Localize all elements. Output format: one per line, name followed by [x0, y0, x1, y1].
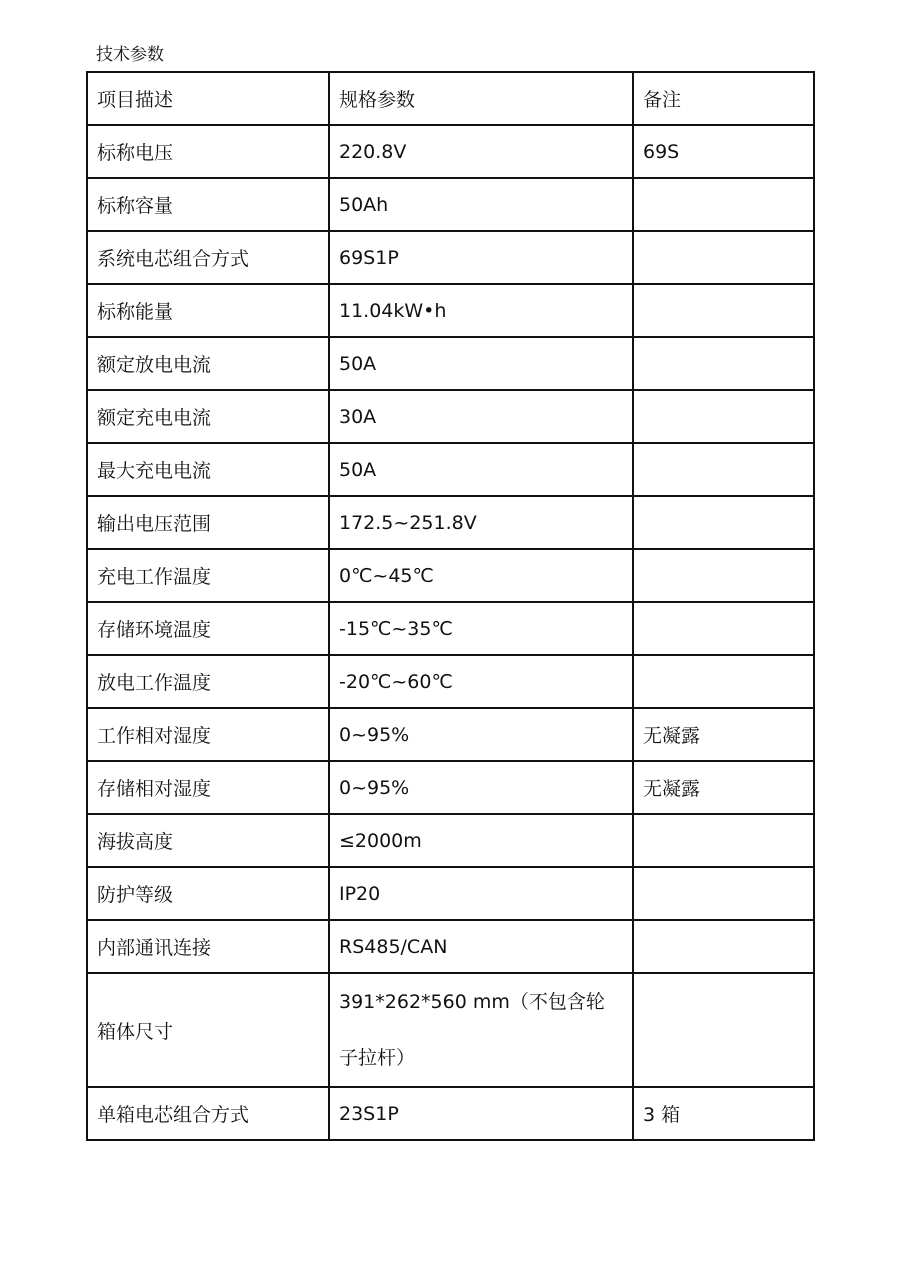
table-row — [87, 178, 814, 231]
note-cell — [633, 231, 814, 284]
item-cell: 最大充电电流 — [87, 443, 329, 496]
note-cell — [633, 602, 814, 655]
table-row — [87, 390, 814, 443]
item-cell: 存储环境温度 — [87, 602, 329, 655]
item-cell: 系统电芯组合方式 — [87, 231, 329, 284]
spec-cell: 391*262*560 mm（不包含轮子拉杆） — [329, 973, 633, 1087]
spec-cell: 23S1P — [329, 1087, 633, 1140]
item-cell: 充电工作温度 — [87, 549, 329, 602]
spec-cell: 69S1P — [329, 231, 633, 284]
item-cell: 额定放电电流 — [87, 337, 329, 390]
spec-cell: -15℃~35℃ — [329, 602, 633, 655]
spec-cell: 172.5~251.8V — [329, 496, 633, 549]
item-cell: 放电工作温度 — [87, 655, 329, 708]
note-cell — [633, 973, 814, 1087]
table-row — [87, 337, 814, 390]
spec-cell: 0~95% — [329, 708, 633, 761]
note-cell — [633, 867, 814, 920]
item-cell: 海拔高度 — [87, 814, 329, 867]
note-cell — [633, 178, 814, 231]
note-cell: 3 箱 — [633, 1087, 814, 1140]
spec-table — [86, 71, 815, 1141]
table-row — [87, 973, 814, 1087]
table-row — [87, 125, 814, 178]
table-row — [87, 655, 814, 708]
note-cell: 69S — [633, 125, 814, 178]
table-row — [87, 443, 814, 496]
note-cell — [633, 284, 814, 337]
spec-cell: 220.8V — [329, 125, 633, 178]
spec-cell: -20℃~60℃ — [329, 655, 633, 708]
spec-cell: IP20 — [329, 867, 633, 920]
table-row — [87, 496, 814, 549]
note-cell — [633, 390, 814, 443]
header-item: 项目描述 — [87, 72, 329, 125]
item-cell: 标称电压 — [87, 125, 329, 178]
note-cell — [633, 920, 814, 973]
header-spec: 规格参数 — [329, 72, 633, 125]
table-row — [87, 814, 814, 867]
table-row — [87, 1087, 814, 1140]
note-cell — [633, 655, 814, 708]
spec-cell: 11.04kW•h — [329, 284, 633, 337]
item-cell: 内部通讯连接 — [87, 920, 329, 973]
header-note: 备注 — [633, 72, 814, 125]
item-cell: 箱体尺寸 — [87, 973, 329, 1087]
item-cell: 工作相对湿度 — [87, 708, 329, 761]
spec-cell: 50A — [329, 443, 633, 496]
item-cell: 标称能量 — [87, 284, 329, 337]
item-cell: 额定充电电流 — [87, 390, 329, 443]
note-cell — [633, 337, 814, 390]
note-cell — [633, 549, 814, 602]
note-cell — [633, 814, 814, 867]
spec-cell: 50Ah — [329, 178, 633, 231]
spec-cell: ≤2000m — [329, 814, 633, 867]
table-row — [87, 284, 814, 337]
item-cell: 单箱电芯组合方式 — [87, 1087, 329, 1140]
table-row — [87, 761, 814, 814]
spec-cell: RS485/CAN — [329, 920, 633, 973]
table-row — [87, 602, 814, 655]
item-cell: 输出电压范围 — [87, 496, 329, 549]
page-title: 技术参数 — [96, 45, 164, 65]
spec-cell: 30A — [329, 390, 633, 443]
item-cell: 防护等级 — [87, 867, 329, 920]
table-header-row — [87, 72, 814, 125]
table-row — [87, 708, 814, 761]
note-cell: 无凝露 — [633, 708, 814, 761]
note-cell — [633, 496, 814, 549]
spec-cell: 50A — [329, 337, 633, 390]
spec-cell: 0~95% — [329, 761, 633, 814]
table-row — [87, 231, 814, 284]
item-cell: 存储相对湿度 — [87, 761, 329, 814]
table-row — [87, 867, 814, 920]
table-row — [87, 920, 814, 973]
spec-cell: 0℃~45℃ — [329, 549, 633, 602]
note-cell — [633, 443, 814, 496]
table-row — [87, 549, 814, 602]
note-cell: 无凝露 — [633, 761, 814, 814]
item-cell: 标称容量 — [87, 178, 329, 231]
